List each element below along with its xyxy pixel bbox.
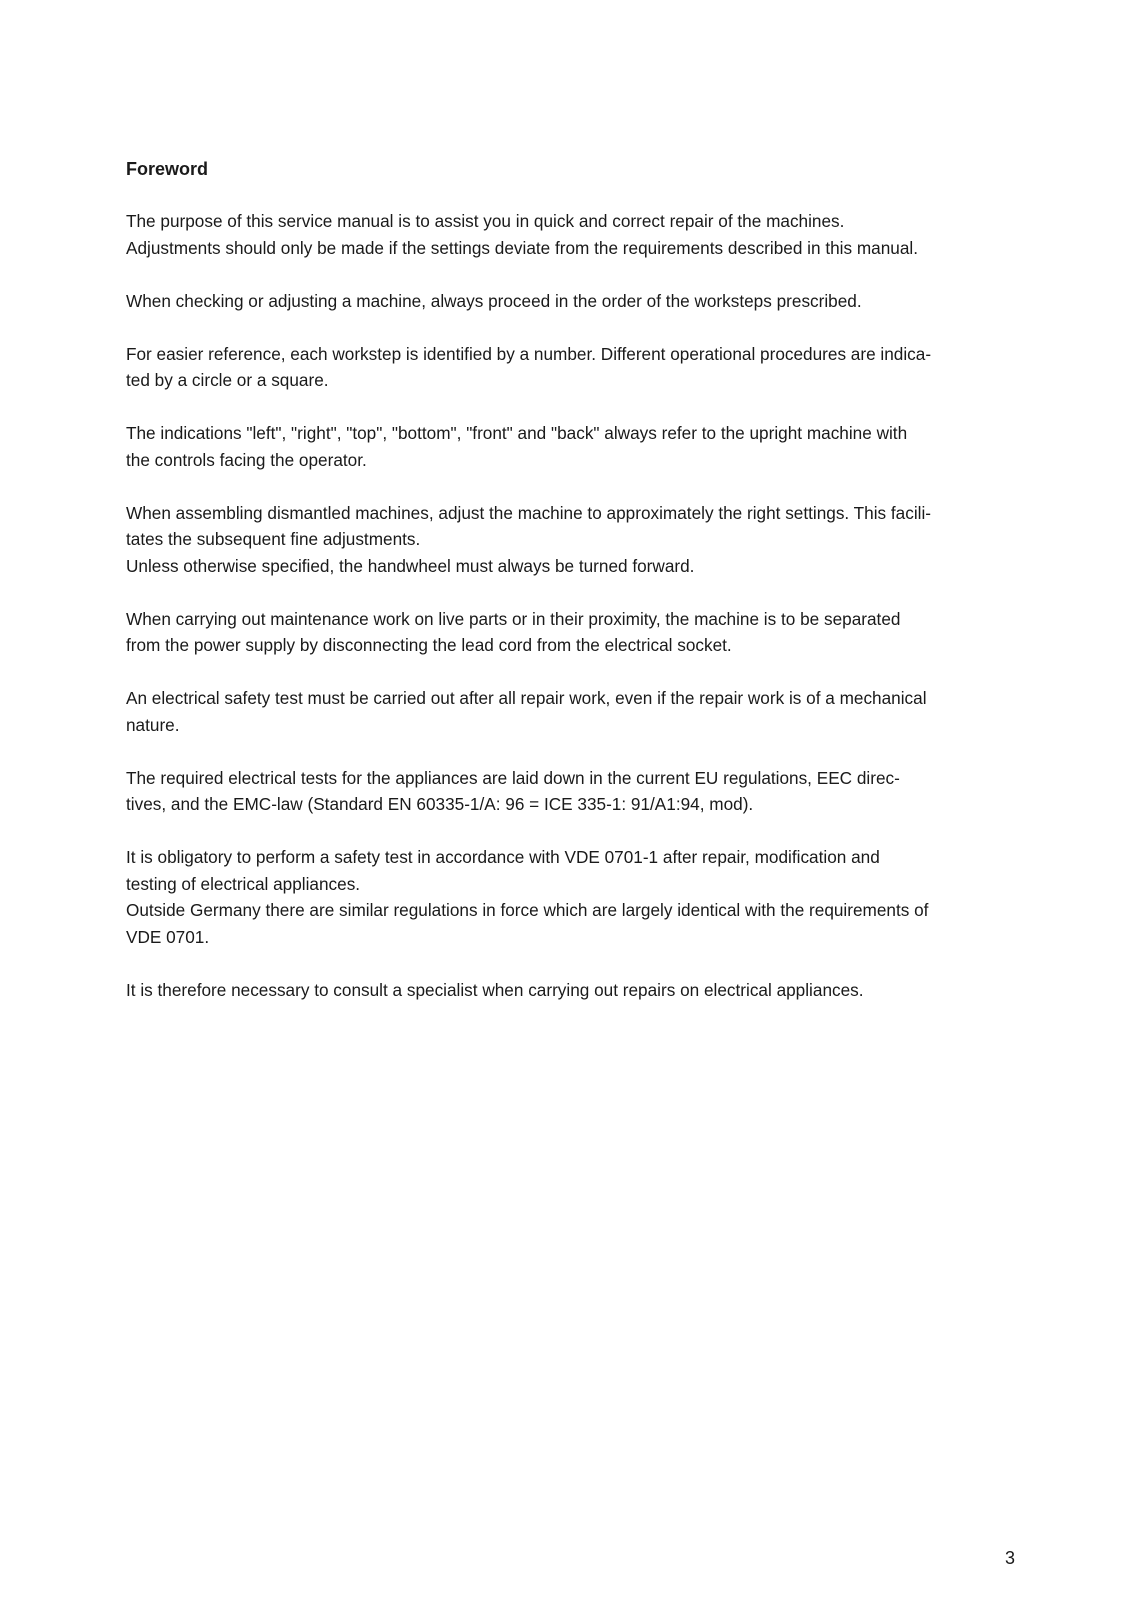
document-body — [126, 156, 1026, 1030]
page-number: 3 — [1005, 1548, 1016, 1568]
text-line: It is obligatory to perform a safety test in accordance with VDE 0701-1 after repair, modification and — [126, 847, 880, 867]
text-line: When carrying out maintenance work on live parts or in their proximity, the machine is to be separated — [126, 608, 901, 629]
text-line: Outside Germany there are similar regulations in force which are largely identical with the requirements of — [126, 900, 929, 920]
paragraph-safety-test — [126, 685, 1026, 738]
text-line: tives, and the EMC-law (Standard EN 60335-1/A: 96 = ICE 335-1: 91/A1:94, mod). — [126, 794, 754, 814]
text-line: It is therefore necessary to consult a specialist when carrying out repairs on electrical appliances. — [126, 979, 864, 1000]
text-line: tates the subsequent fine adjustments. — [126, 529, 421, 549]
text-line: When checking or adjusting a machine, always proceed in the order of the worksteps prescribed. — [126, 290, 862, 311]
paragraph-assembling — [126, 500, 1026, 580]
text-line: The required electrical tests for the appliances are laid down in the current EU regulations, EEC direc- — [126, 767, 900, 788]
paragraph-reference — [126, 341, 1026, 394]
paragraph-order — [126, 288, 1026, 315]
text-line: When assembling dismantled machines, adjust the machine to approximately the right settings. This facili- — [126, 502, 932, 523]
text-line: testing of electrical appliances. — [126, 873, 361, 894]
paragraph-regulations — [126, 765, 1026, 818]
text-line: ted by a circle or a square. — [126, 370, 329, 390]
text-line: The purpose of this service manual is to assist you in quick and correct repair of the machines. — [126, 211, 845, 231]
text-line: from the power supply by disconnecting the lead cord from the electrical socket. — [126, 635, 732, 655]
paragraph-purpose — [126, 208, 1026, 261]
paragraph-indications — [126, 420, 1026, 473]
page-title: Foreword — [126, 159, 209, 179]
text-line: Unless otherwise specified, the handwheel must always be turned forward. — [126, 555, 695, 576]
paragraph-specialist — [126, 977, 1026, 1004]
text-line: An electrical safety test must be carried out after all repair work, even if the repair work is of a mechanical — [126, 688, 927, 708]
text-line: Adjustments should only be made if the settings deviate from the requirements described in this manual. — [126, 237, 919, 258]
text-line: VDE 0701. — [126, 926, 210, 947]
text-line: the controls facing the operator. — [126, 449, 367, 470]
text-line: The indications "left", "right", "top", "bottom", "front" and "back" always refer to the upright machine with — [126, 423, 908, 443]
text-line: nature. — [126, 714, 180, 735]
text-line: For easier reference, each workstep is identified by a number. Different operational procedures are indica- — [126, 343, 932, 364]
paragraph-maintenance — [126, 606, 1026, 659]
paragraph-vde — [126, 844, 1026, 950]
